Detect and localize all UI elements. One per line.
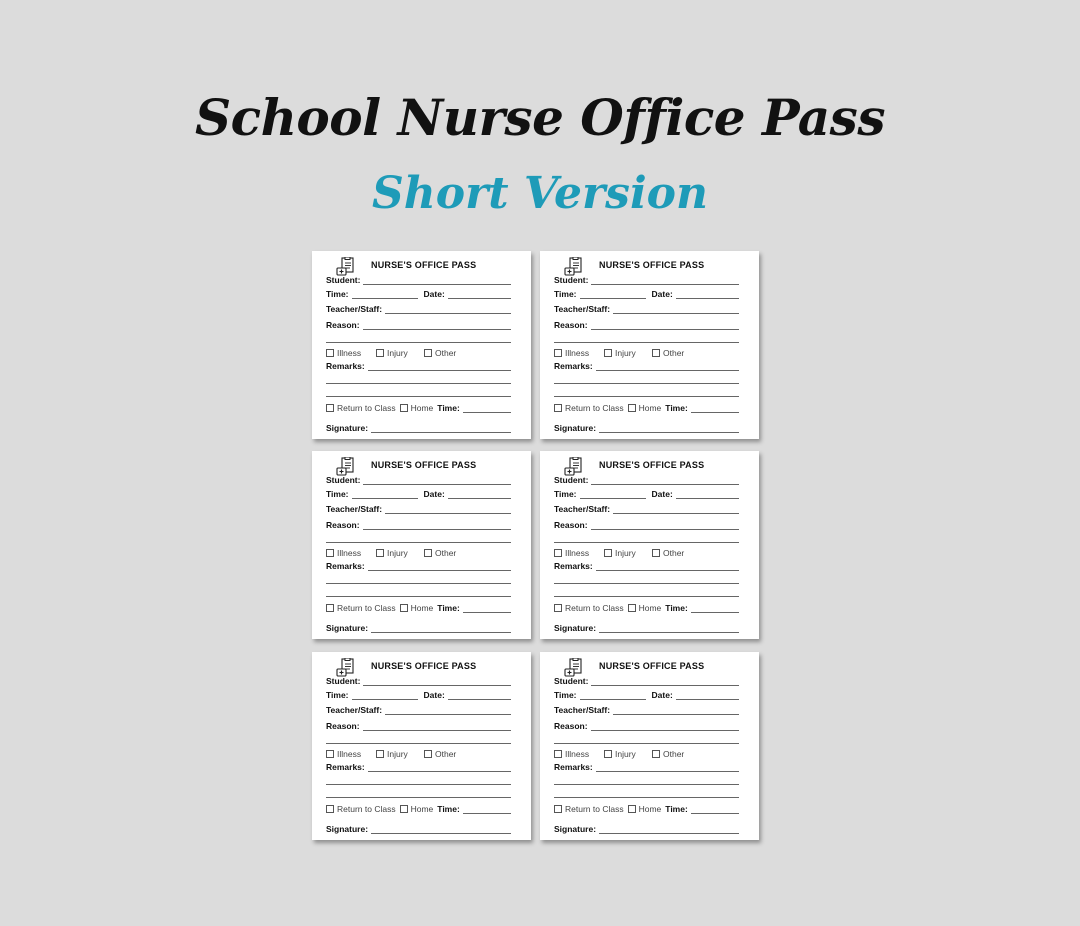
remarks-label: Remarks:: [554, 561, 593, 571]
remarks-row: [326, 761, 511, 772]
checkbox-icon: [554, 750, 562, 758]
outcome-row: [554, 803, 739, 814]
signature-row: [326, 622, 511, 633]
signature-label: Signature:: [326, 423, 369, 433]
reason-field[interactable]: [363, 722, 511, 731]
student-label: Student:: [554, 475, 589, 485]
signature-label: Signature:: [554, 824, 597, 834]
option-return-to-class[interactable]: Return to Class: [326, 603, 396, 613]
option-injury[interactable]: Injury: [376, 749, 424, 759]
remarks-line-3[interactable]: [554, 596, 739, 597]
checkbox-icon: [376, 549, 384, 557]
date-label: Date:: [651, 489, 673, 499]
time2-field[interactable]: [691, 805, 739, 814]
remarks-row: [554, 560, 739, 571]
time-date-row: [326, 288, 511, 299]
checkbox-icon: [326, 750, 334, 758]
remarks-field[interactable]: [368, 362, 511, 371]
reason-field[interactable]: [363, 321, 511, 330]
outcome-row: [326, 602, 511, 613]
pass-card-2: [540, 251, 759, 439]
pass-heading: NURSE'S OFFICE PASS: [371, 661, 477, 671]
signature-row: [554, 823, 739, 834]
time-field[interactable]: [352, 691, 418, 700]
student-row: [554, 474, 739, 485]
teacher-label: Teacher/Staff:: [554, 504, 611, 514]
checkbox-icon: [376, 349, 384, 357]
student-field[interactable]: [363, 476, 511, 485]
checkbox-icon: [652, 750, 660, 758]
teacher-row: [554, 704, 739, 715]
remarks-line-3[interactable]: [326, 797, 511, 798]
remarks-field[interactable]: [596, 362, 739, 371]
options-row: [554, 748, 739, 759]
checkbox-icon: [604, 349, 612, 357]
reason-row: [326, 319, 511, 330]
option-home[interactable]: Home: [628, 804, 662, 814]
time-date-row: [554, 288, 739, 299]
signature-label: Signature:: [326, 623, 369, 633]
pass-card-1: [312, 251, 531, 439]
time2-label: Time:: [665, 804, 688, 814]
option-illness[interactable]: Illness: [554, 348, 604, 358]
time-date-row: [554, 488, 739, 499]
checkbox-icon: [628, 404, 636, 412]
checkbox-icon: [326, 349, 334, 357]
date-label: Date:: [651, 690, 673, 700]
checkbox-icon: [326, 549, 334, 557]
student-field[interactable]: [363, 677, 511, 686]
reason-line-2[interactable]: [554, 342, 739, 343]
reason-label: Reason:: [554, 320, 588, 330]
teacher-field[interactable]: [613, 706, 739, 715]
option-home[interactable]: Home: [628, 403, 662, 413]
date-field[interactable]: [448, 290, 511, 299]
options-row: [554, 347, 739, 358]
student-label: Student:: [554, 676, 589, 686]
student-label: Student:: [326, 275, 361, 285]
option-illness[interactable]: Illness: [554, 749, 604, 759]
checkbox-icon: [400, 404, 408, 412]
remarks-row: [326, 560, 511, 571]
time-label: Time:: [554, 289, 577, 299]
option-return-to-class[interactable]: Return to Class: [326, 403, 396, 413]
teacher-row: [554, 503, 739, 514]
checkbox-icon: [554, 805, 562, 813]
remarks-line-2[interactable]: [326, 383, 511, 384]
reason-label: Reason:: [554, 520, 588, 530]
pass-heading: NURSE'S OFFICE PASS: [599, 260, 705, 270]
date-field[interactable]: [676, 290, 739, 299]
teacher-label: Teacher/Staff:: [326, 705, 383, 715]
outcome-row: [326, 803, 511, 814]
student-label: Student:: [326, 475, 361, 485]
student-label: Student:: [326, 676, 361, 686]
student-label: Student:: [554, 275, 589, 285]
student-row: [326, 474, 511, 485]
options-row: [326, 748, 511, 759]
remarks-label: Remarks:: [554, 762, 593, 772]
reason-line-2[interactable]: [554, 743, 739, 744]
time2-label: Time:: [665, 403, 688, 413]
checkbox-icon: [628, 604, 636, 612]
teacher-field[interactable]: [613, 505, 739, 514]
time2-field[interactable]: [691, 604, 739, 613]
checkbox-icon: [400, 805, 408, 813]
reason-line-2[interactable]: [326, 542, 511, 543]
reason-label: Reason:: [326, 320, 360, 330]
signature-field[interactable]: [371, 825, 511, 834]
checkbox-icon: [424, 750, 432, 758]
remarks-row: [554, 761, 739, 772]
teacher-field[interactable]: [385, 505, 511, 514]
teacher-row: [554, 303, 739, 314]
time-label: Time:: [326, 289, 349, 299]
option-injury[interactable]: Injury: [604, 348, 652, 358]
date-field[interactable]: [448, 490, 511, 499]
outcome-row: [554, 402, 739, 413]
date-field[interactable]: [676, 691, 739, 700]
time2-field[interactable]: [463, 805, 511, 814]
checkbox-icon: [554, 604, 562, 612]
signature-label: Signature:: [554, 623, 597, 633]
teacher-field[interactable]: [385, 706, 511, 715]
option-other[interactable]: Other: [424, 548, 456, 558]
signature-field[interactable]: [599, 825, 739, 834]
checkbox-icon: [326, 604, 334, 612]
remarks-field[interactable]: [368, 763, 511, 772]
option-other[interactable]: Other: [652, 348, 684, 358]
signature-row: [326, 823, 511, 834]
options-row: [554, 547, 739, 558]
checkbox-icon: [554, 549, 562, 557]
pass-card-4: [540, 451, 759, 639]
student-field[interactable]: [591, 276, 739, 285]
student-field[interactable]: [363, 276, 511, 285]
pass-heading: NURSE'S OFFICE PASS: [599, 460, 705, 470]
signature-row: [554, 422, 739, 433]
time2-label: Time:: [665, 603, 688, 613]
option-home[interactable]: Home: [628, 603, 662, 613]
checkbox-icon: [424, 349, 432, 357]
reason-label: Reason:: [326, 520, 360, 530]
checkbox-icon: [604, 750, 612, 758]
option-other[interactable]: Other: [424, 348, 456, 358]
student-row: [326, 274, 511, 285]
teacher-label: Teacher/Staff:: [326, 304, 383, 314]
date-label: Date:: [423, 289, 445, 299]
teacher-label: Teacher/Staff:: [554, 304, 611, 314]
time2-label: Time:: [437, 804, 460, 814]
checkbox-icon: [326, 805, 334, 813]
time-field[interactable]: [580, 490, 646, 499]
option-return-to-class[interactable]: Return to Class: [326, 804, 396, 814]
time-label: Time:: [326, 489, 349, 499]
checkbox-icon: [628, 805, 636, 813]
remarks-row: [554, 360, 739, 371]
checkbox-icon: [604, 549, 612, 557]
date-label: Date:: [423, 489, 445, 499]
teacher-row: [326, 503, 511, 514]
option-illness[interactable]: Illness: [326, 548, 376, 558]
pass-card-5: [312, 652, 531, 840]
reason-field[interactable]: [591, 722, 739, 731]
time-field[interactable]: [352, 490, 418, 499]
date-field[interactable]: [676, 490, 739, 499]
signature-field[interactable]: [371, 424, 511, 433]
checkbox-icon: [424, 549, 432, 557]
pass-card-6: [540, 652, 759, 840]
signature-field[interactable]: [599, 624, 739, 633]
option-return-to-class[interactable]: Return to Class: [554, 403, 624, 413]
date-label: Date:: [651, 289, 673, 299]
time-date-row: [554, 689, 739, 700]
time-label: Time:: [554, 690, 577, 700]
time-label: Time:: [326, 690, 349, 700]
checkbox-icon: [376, 750, 384, 758]
option-home[interactable]: Home: [400, 403, 434, 413]
teacher-field[interactable]: [613, 305, 739, 314]
reason-row: [554, 720, 739, 731]
reason-label: Reason:: [554, 721, 588, 731]
remarks-label: Remarks:: [326, 561, 365, 571]
remarks-line-2[interactable]: [326, 784, 511, 785]
reason-field[interactable]: [591, 521, 739, 530]
time2-field[interactable]: [691, 404, 739, 413]
checkbox-icon: [652, 549, 660, 557]
reason-line-2[interactable]: [554, 542, 739, 543]
student-field[interactable]: [591, 476, 739, 485]
page-subtitle: Short Version: [371, 168, 709, 219]
remarks-line-2[interactable]: [554, 383, 739, 384]
outcome-row: [326, 402, 511, 413]
reason-label: Reason:: [326, 721, 360, 731]
option-home[interactable]: Home: [400, 804, 434, 814]
option-illness[interactable]: Illness: [554, 548, 604, 558]
time-field[interactable]: [580, 290, 646, 299]
remarks-line-2[interactable]: [554, 583, 739, 584]
pass-heading: NURSE'S OFFICE PASS: [599, 661, 705, 671]
remarks-label: Remarks:: [326, 361, 365, 371]
reason-field[interactable]: [591, 321, 739, 330]
teacher-row: [326, 704, 511, 715]
option-other[interactable]: Other: [424, 749, 456, 759]
time2-field[interactable]: [463, 404, 511, 413]
option-other[interactable]: Other: [652, 548, 684, 558]
checkbox-icon: [326, 404, 334, 412]
page-title: School Nurse Office Pass: [195, 88, 885, 147]
remarks-label: Remarks:: [326, 762, 365, 772]
remarks-row: [326, 360, 511, 371]
remarks-line-2[interactable]: [554, 784, 739, 785]
remarks-field[interactable]: [368, 562, 511, 571]
option-other[interactable]: Other: [652, 749, 684, 759]
teacher-label: Teacher/Staff:: [326, 504, 383, 514]
option-home[interactable]: Home: [400, 603, 434, 613]
remarks-field[interactable]: [596, 562, 739, 571]
option-illness[interactable]: Illness: [326, 749, 376, 759]
reason-row: [326, 720, 511, 731]
checkbox-icon: [400, 604, 408, 612]
signature-row: [326, 422, 511, 433]
remarks-line-3[interactable]: [326, 596, 511, 597]
time2-label: Time:: [437, 603, 460, 613]
teacher-row: [326, 303, 511, 314]
reason-line-2[interactable]: [326, 743, 511, 744]
option-return-to-class[interactable]: Return to Class: [554, 603, 624, 613]
pass-heading: NURSE'S OFFICE PASS: [371, 460, 477, 470]
time-field[interactable]: [352, 290, 418, 299]
option-return-to-class[interactable]: Return to Class: [554, 804, 624, 814]
remarks-line-2[interactable]: [326, 583, 511, 584]
pass-heading: NURSE'S OFFICE PASS: [371, 260, 477, 270]
student-row: [554, 274, 739, 285]
student-row: [326, 675, 511, 686]
remarks-line-3[interactable]: [326, 396, 511, 397]
reason-line-2[interactable]: [326, 342, 511, 343]
remarks-line-3[interactable]: [554, 396, 739, 397]
checkbox-icon: [554, 404, 562, 412]
reason-row: [554, 319, 739, 330]
pass-card-3: [312, 451, 531, 639]
signature-label: Signature:: [326, 824, 369, 834]
remarks-field[interactable]: [596, 763, 739, 772]
signature-row: [554, 622, 739, 633]
option-injury[interactable]: Injury: [604, 749, 652, 759]
time-field[interactable]: [580, 691, 646, 700]
time2-field[interactable]: [463, 604, 511, 613]
options-row: [326, 547, 511, 558]
student-row: [554, 675, 739, 686]
signature-field[interactable]: [371, 624, 511, 633]
option-injury[interactable]: Injury: [376, 548, 424, 558]
outcome-row: [554, 602, 739, 613]
option-injury[interactable]: Injury: [604, 548, 652, 558]
time-label: Time:: [554, 489, 577, 499]
teacher-label: Teacher/Staff:: [554, 705, 611, 715]
date-field[interactable]: [448, 691, 511, 700]
option-injury[interactable]: Injury: [376, 348, 424, 358]
signature-field[interactable]: [599, 424, 739, 433]
remarks-label: Remarks:: [554, 361, 593, 371]
checkbox-icon: [652, 349, 660, 357]
checkbox-icon: [554, 349, 562, 357]
time-date-row: [326, 689, 511, 700]
date-label: Date:: [423, 690, 445, 700]
pass-grid: [312, 251, 760, 841]
reason-field[interactable]: [363, 521, 511, 530]
option-illness[interactable]: Illness: [326, 348, 376, 358]
time2-label: Time:: [437, 403, 460, 413]
student-field[interactable]: [591, 677, 739, 686]
reason-row: [554, 519, 739, 530]
options-row: [326, 347, 511, 358]
remarks-line-3[interactable]: [554, 797, 739, 798]
signature-label: Signature:: [554, 423, 597, 433]
reason-row: [326, 519, 511, 530]
time-date-row: [326, 488, 511, 499]
teacher-field[interactable]: [385, 305, 511, 314]
